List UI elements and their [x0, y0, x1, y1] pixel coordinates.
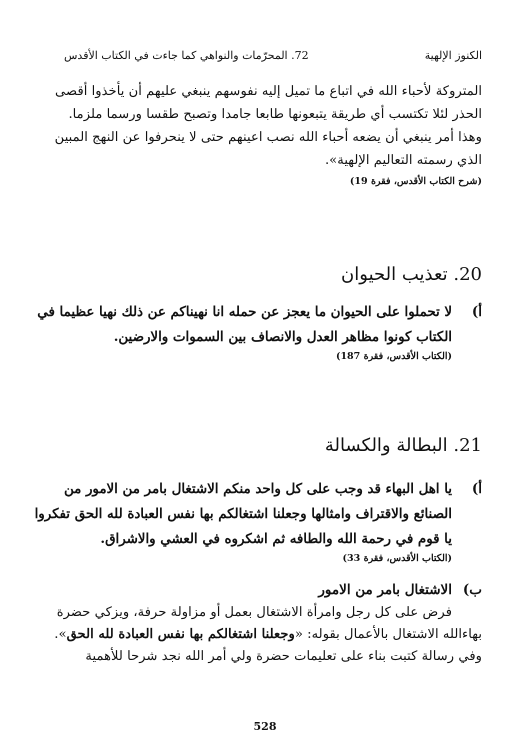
item-line: لا تحملوا على الحيوان ما يعجز عن حمله انا نهيناكم عن ذلك نهيا عظيما في — [37, 304, 452, 320]
intro-line: المتروكة لأحباء الله في اتباع ما تميل إليه نفوسهم ينبغي عليهم أن يأخذوا أقصى — [55, 84, 482, 99]
item-source: (الكتاب الأقدس، فقرة 187) — [335, 351, 452, 362]
item-line: فرض على كل رجل وامرأة الاشتغال بعمل أو مزاولة حرفة، ويزكي حضرة — [56, 605, 452, 620]
item-source: (الكتاب الأقدس، فقرة 33) — [342, 553, 452, 564]
item-text — [34, 477, 452, 552]
section-21-item-b — [54, 578, 482, 668]
item-body — [54, 602, 482, 668]
section-21-item-a — [34, 477, 482, 566]
item-marker: أ) — [471, 481, 482, 497]
item-line: الصنائع والاقتراف وامثالها وجعلنا اشتغالكم بها نفس العبادة لله الحق تفكروا — [34, 506, 452, 522]
item-line: وفي رسالة كتبت بناء على تعليمات حضرة ولي أمر الله نجد شرحا للأهمية — [85, 649, 482, 664]
quoted-text: وجعلنا اشتغالكم بها نفس العبادة لله الحق — [66, 627, 295, 642]
item-line: يا قوم في رحمة الله والطافه ثم اشكروه في العشي والاشراق. — [100, 531, 452, 547]
item-line-mixed — [54, 624, 482, 646]
section-21-title: 21. البطالة والكسالة — [324, 435, 482, 456]
item-line: يا اهل البهاء قد وجب على كل واحد منكم الاشتغال بامر من الامور من — [63, 481, 452, 497]
intro-line: الذي رسمته التعاليم الإلهية».‏ — [324, 153, 482, 168]
intro-line: الحذر لئلا تكتسب أي طريقة يتبعونها طابعا جامدا وتصبح طقسا ورسما ملزما. — [68, 107, 482, 122]
section-20-item-a — [37, 300, 482, 364]
item-marker: ب) — [462, 582, 482, 598]
running-header — [64, 46, 482, 66]
line-text: بهاءالله الاشتغال بالأعمال بقوله: « — [294, 627, 482, 642]
item-marker: أ) — [471, 304, 482, 320]
section-20-title: 20. تعذيب الحيوان — [341, 264, 482, 285]
intro-source: (شرح الكتاب الأقدس، فقرة 19) — [349, 176, 482, 187]
item-line: الكتاب كونوا مظاهر العدل والانصاف بين السموات والارضين. — [113, 329, 452, 345]
intro-line: وهذا أمر ينبغي أن يضعه أحباء الله نصب اعينهم حتى لا ينحرفوا عن النهج المبين — [54, 130, 482, 145]
item-heading: الاشتغال بامر من الامور — [318, 582, 452, 598]
book-title: الكنوز الإلهية — [424, 49, 482, 62]
chapter-title: 72. المحرّمات والنواهي كما جاءت في الكتاب الأقدس — [64, 49, 309, 62]
line-text: ». — [54, 627, 67, 642]
intro-paragraph — [54, 80, 482, 172]
item-text — [37, 300, 452, 350]
page-number: 528 — [253, 720, 277, 733]
